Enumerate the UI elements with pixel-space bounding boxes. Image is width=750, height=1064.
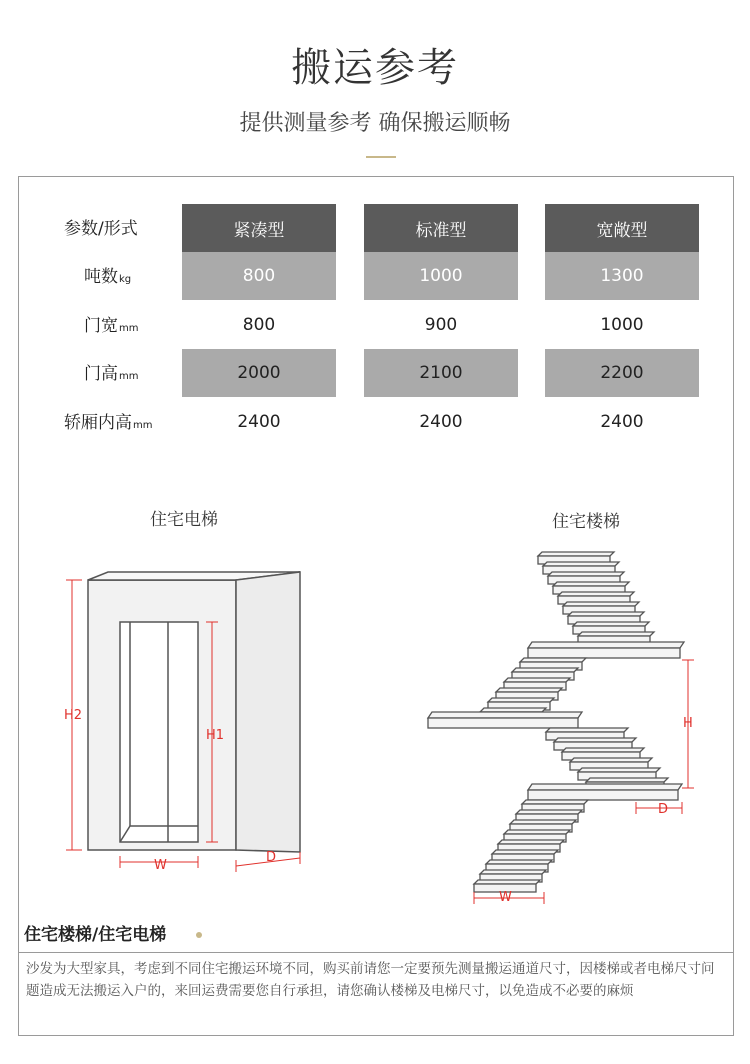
table-cell: 1300 bbox=[545, 252, 699, 300]
elevator-d-label: D bbox=[266, 850, 277, 865]
table-cell: 2400 bbox=[237, 412, 281, 432]
row-label-unit: mm bbox=[133, 420, 153, 431]
table-cell: 900 bbox=[424, 315, 458, 335]
page-title: 搬运参考 bbox=[291, 45, 459, 91]
stairs-w-label: W bbox=[499, 890, 512, 905]
column-header-spacious: 宽敞型 bbox=[545, 204, 699, 252]
stairs-h-label: H bbox=[683, 716, 693, 731]
table-cell: 2400 bbox=[600, 412, 644, 432]
row-label-text: 吨数 bbox=[84, 267, 118, 287]
stair-tread bbox=[528, 642, 684, 648]
row-label-text: 轿厢内高 bbox=[64, 413, 132, 433]
table-cell: 2000 bbox=[182, 349, 336, 397]
elevator-h2-label: H2 bbox=[64, 708, 83, 723]
row-label-unit: kg bbox=[119, 274, 132, 285]
stair-riser bbox=[528, 648, 680, 658]
note-dot bbox=[196, 932, 202, 938]
elevator-diagram-title: 住宅电梯 bbox=[150, 510, 218, 530]
note-title: 住宅楼梯/住宅电梯 bbox=[24, 925, 167, 945]
table-cell: 800 bbox=[242, 315, 276, 335]
column-header-compact: 紧凑型 bbox=[182, 204, 336, 252]
stair-tread bbox=[528, 784, 682, 790]
note-text: 沙发为大型家具，考虑到不同住宅搬运环境不同，购买前请您一定要预先测量搬运通道尺寸，因楼梯或者电梯尺寸问题造成无法搬运入户的，来回运费需要您自行承担，请您确认楼梯及电梯尺寸，以免造成不必要的麻烦 bbox=[26, 961, 715, 999]
page-subtitle: 提供测量参考 确保搬运顺畅 bbox=[239, 111, 511, 136]
note-divider bbox=[18, 952, 734, 953]
stair-tread bbox=[428, 712, 582, 718]
row-label-unit: mm bbox=[119, 371, 139, 382]
stairs-diagram-title: 住宅楼梯 bbox=[552, 512, 620, 532]
stair-riser bbox=[428, 718, 578, 728]
row-label-text: 门宽 bbox=[84, 316, 118, 336]
stairs-d-label: D bbox=[658, 802, 669, 817]
column-header-standard: 标准型 bbox=[364, 204, 518, 252]
stair-riser bbox=[528, 790, 678, 800]
elevator-w-label: W bbox=[154, 858, 167, 873]
table-corner-label: 参数/形式 bbox=[64, 219, 138, 239]
row-label-text: 门高 bbox=[84, 364, 118, 384]
table-cell: 2100 bbox=[364, 349, 518, 397]
table-cell: 2400 bbox=[419, 412, 463, 432]
table-cell: 1000 bbox=[600, 315, 644, 335]
elevator-h1-label: H1 bbox=[206, 728, 225, 743]
row-label-unit: mm bbox=[119, 323, 139, 334]
table-cell: 2200 bbox=[545, 349, 699, 397]
table-cell: 1000 bbox=[364, 252, 518, 300]
table-cell: 800 bbox=[182, 252, 336, 300]
